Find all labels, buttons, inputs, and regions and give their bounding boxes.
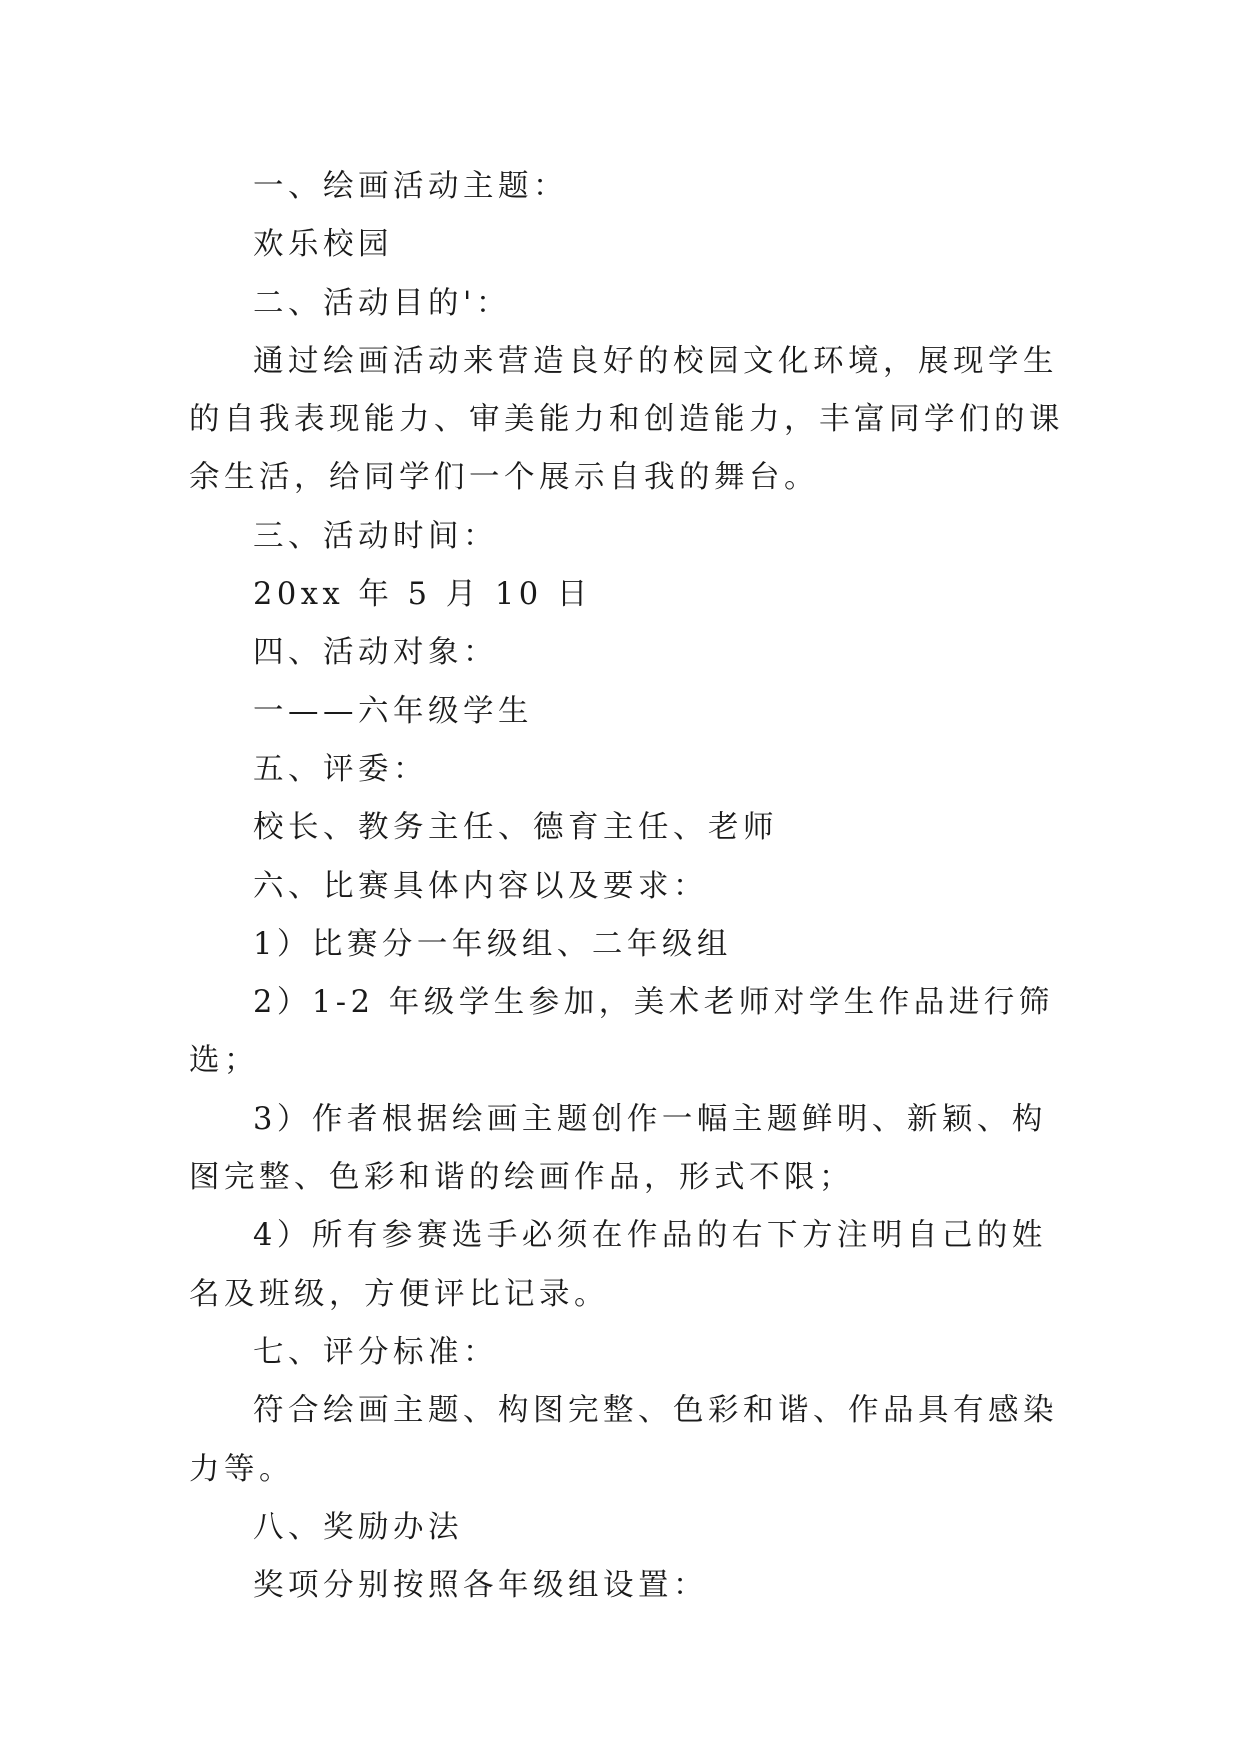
judges-text: 校长、教务主任、德育主任、老师 [253,810,778,846]
heading-scoring: 七、评分标准： [253,1334,498,1370]
purpose-text: 通过绘画活动来营造良好的校园文化环境，展现学生的自我表现能力、审美能力和创造能力，丰富同学们的课余生活，给同学们一个展示自我的舞台。 [189,343,1064,496]
time-text: 20xx 年 5 月 10 日 [253,577,592,613]
requirement-item-4: 4）所有参赛选手必须在作品的右下方注明自己的姓名及班级，方便评比记录。 [189,1218,1047,1312]
heading-requirements: 六、比赛具体内容以及要求： [253,868,708,904]
heading-purpose: 二、活动目的'： [253,285,511,321]
requirement-item-2: 2）1-2 年级学生参加，美术老师对学生作品进行筛选； [189,985,1054,1079]
heading-time: 三、活动时间： [253,518,498,554]
heading-participants: 四、活动对象： [253,635,498,671]
heading-theme: 一、绘画活动主题： [253,169,568,204]
requirement-item-3: 3）作者根据绘画主题创作一幅主题鲜明、新颖、构图完整、色彩和谐的绘画作品，形式不限； [189,1101,1047,1196]
document-body [189,158,1069,1615]
requirement-item-1: 1）比赛分一年级组、二年级组 [253,926,732,962]
awards-text: 奖项分别按照各年级组设置： [253,1568,708,1604]
participants-text: 一——六年级学生 [253,693,533,729]
heading-awards: 八、奖励办法 [253,1509,463,1545]
heading-judges: 五、评委： [253,751,428,787]
scoring-text: 符合绘画主题、构图完整、色彩和谐、作品具有感染力等。 [189,1393,1058,1487]
theme-text: 欢乐校园 [253,227,393,263]
